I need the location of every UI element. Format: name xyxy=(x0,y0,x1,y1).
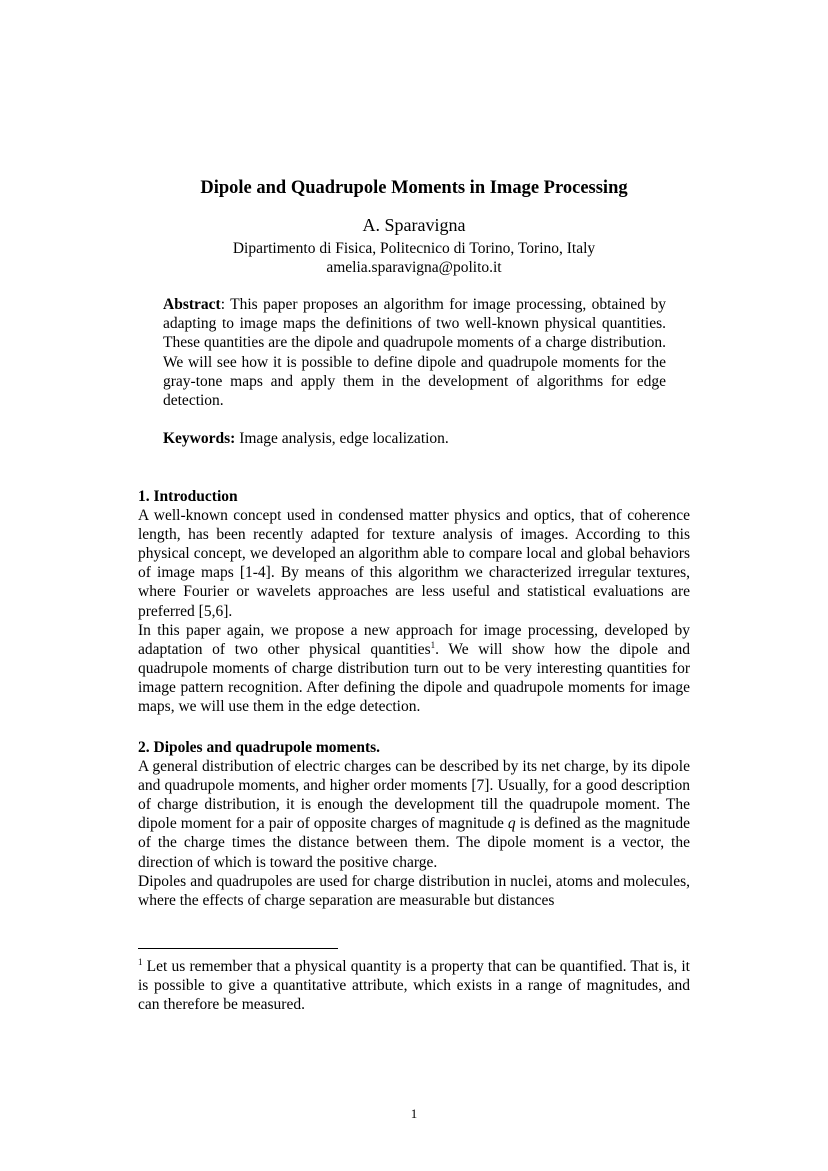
footnote-rule xyxy=(138,948,338,949)
section-heading: 1. Introduction xyxy=(138,488,238,505)
keywords-text: Image analysis, edge localization. xyxy=(235,430,449,447)
affiliation: Dipartimento di Fisica, Politecnico di Torino, Torino, Italy xyxy=(232,240,596,257)
paragraph-text: is defined as the magnitude of the charge times the distance between them. The dipole moment is a vector, the direction of which is toward the positive charge. xyxy=(138,815,691,871)
section-heading: 2. Dipoles and quadrupole moments. xyxy=(138,739,381,756)
paragraph xyxy=(138,757,690,872)
footnote-text: Let us remember that a physical quantity is a property that can be quantified. That is, it is possible to give a quantitative attribute, which exists in a range of magnitudes, and can therefore be measured. xyxy=(138,958,690,1014)
keywords xyxy=(163,430,666,448)
paragraph: Dipoles and quadrupoles are used for charge distribution in nuclei, atoms and molecules, where the effects of charge separation are measurable but distances xyxy=(138,872,690,909)
paragraph xyxy=(138,621,690,716)
paragraph-text: . We will show how the dipole and quadrupole moments of charge distribution turn out to be very interesting quantities for image pattern recognition. After defining the dipole and quadrupole moments for image maps, we will use them in the edge detection. xyxy=(138,640,690,716)
keywords-label: Keywords: xyxy=(163,430,236,447)
paper-title: Dipole and Quadrupole Moments in Image Processing xyxy=(200,178,628,198)
author-affiliation-block xyxy=(0,239,828,277)
section-dipoles xyxy=(138,738,690,910)
math-variable: q xyxy=(507,815,516,833)
author-email: amelia.sparavigna@polito.it xyxy=(326,259,502,276)
paragraph: A well-known concept used in condensed matter physics and optics, that of coherence length, has been recently adapted for texture analysis of images. According to this physical concept, we developed an algorithm able to compare local and global behaviors of image maps [1-4]. By means of this algorithm we characterized irregular textures, where Fourier or wavelets approaches are less useful and statistical evaluations are preferred [5,6]. xyxy=(138,507,690,620)
paragraph-text: In this paper again, we propose a new approach for image processing, developed by adaptation of two other physical quantities xyxy=(138,621,690,658)
author-name: A. Sparavigna xyxy=(362,215,466,235)
abstract xyxy=(163,295,666,410)
footnote-ref: 1 xyxy=(430,639,436,650)
paragraph-text: A general distribution of electric charges can be described by its net charge, by its dipole and quadrupole moments, and higher order moments [7]. Usually, for a good description of charge distribution, it is enough the development till the quadrupole moment. The dipole moment for a pair of opposite charges of magnitude xyxy=(138,758,690,833)
abstract-label: Abstract xyxy=(163,296,221,313)
footnote xyxy=(138,957,690,1015)
footnote-mark: 1 xyxy=(138,956,143,967)
page-number: 1 xyxy=(410,1106,418,1121)
section-introduction xyxy=(138,487,690,716)
abstract-text: : This paper proposes an algorithm for image processing, obtained by adapting to image maps the definitions of two well-known physical quantities. These quantities are the dipole and quadrupole moments of a charge distribution. We will see how it is possible to define dipole and quadrupole moments for the gray-tone maps and apply them in the development of algorithms for edge detection. xyxy=(163,296,666,410)
